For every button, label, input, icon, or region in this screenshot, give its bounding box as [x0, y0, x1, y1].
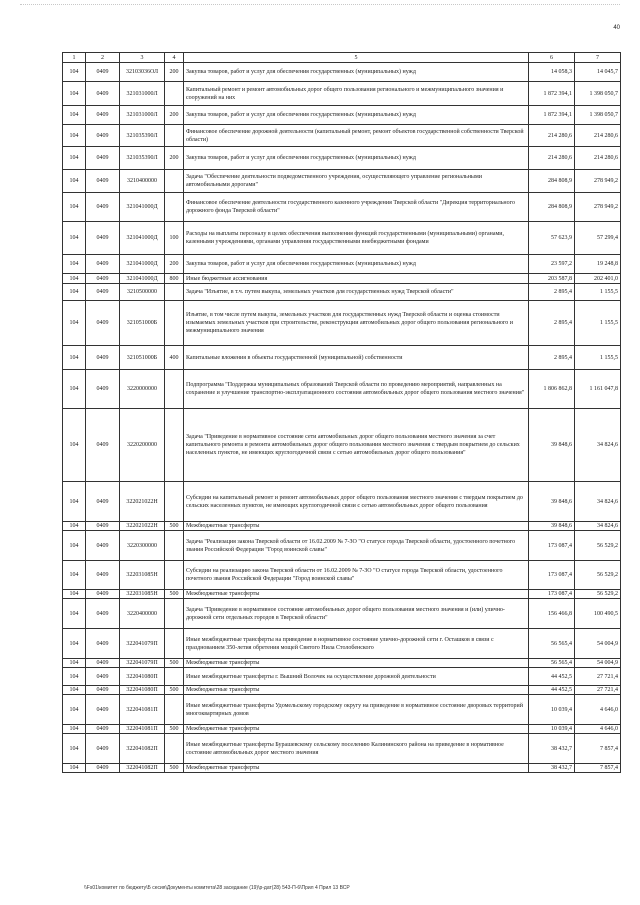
section-code-cell: 0409: [86, 561, 120, 590]
section-code-cell: 0409: [86, 764, 120, 773]
expense-type-cell: [165, 82, 184, 106]
header-cell: 4: [165, 53, 184, 63]
item-name-cell: Межбюджетные трансферты: [184, 590, 529, 599]
amount-year1-cell: 39 848,6: [529, 522, 575, 531]
admin-code-cell: 104: [63, 629, 86, 659]
table-row: [63, 82, 621, 106]
section-code-cell: 0409: [86, 193, 120, 222]
table-row: [63, 725, 621, 734]
target-article-cell: 322041081П: [120, 725, 165, 734]
target-article-cell: 321035390Л: [120, 147, 165, 170]
expense-type-cell: [165, 125, 184, 147]
target-article-cell: 3210500000: [120, 284, 165, 301]
amount-year2-cell: 57 299,4: [575, 222, 621, 255]
header-cell: 6: [529, 53, 575, 63]
table-row: [63, 147, 621, 170]
amount-year2-cell: 34 824,6: [575, 409, 621, 482]
amount-year2-cell: 56 529,2: [575, 531, 621, 561]
amount-year1-cell: 56 565,4: [529, 629, 575, 659]
item-name-cell: Иные межбюджетные трансферты Бурашевскому сельскому поселению Калининского района на приведение в нормативное состояние автомобильных дорог местного значения: [184, 734, 529, 764]
admin-code-cell: 104: [63, 659, 86, 668]
admin-code-cell: 104: [63, 106, 86, 125]
expense-type-cell: [165, 409, 184, 482]
target-article-cell: 322041081П: [120, 695, 165, 725]
target-article-cell: 321035390Л: [120, 125, 165, 147]
amount-year1-cell: 10 039,4: [529, 725, 575, 734]
item-name-cell: Задача "Реализация закона Тверской области от 16.02.2009 № 7-ЗО "О статусе города Тверской области, удостоенного почетного звания Российской Федерации "Город воинской славы": [184, 531, 529, 561]
item-name-cell: Закупка товаров, работ и услуг для обеспечения государственных (муниципальных) нужд: [184, 255, 529, 274]
amount-year1-cell: 173 087,4: [529, 531, 575, 561]
target-article-cell: 3210400000: [120, 170, 165, 193]
amount-year1-cell: 156 466,8: [529, 599, 575, 629]
amount-year1-cell: 1 872 394,1: [529, 106, 575, 125]
expense-type-cell: [165, 193, 184, 222]
item-name-cell: Субсидии на капитальный ремонт и ремонт автомобильных дорог общего пользования местного значения с твердым покрытием до сельских населенных пунктов, не имеющих круглогодичной связи с сетью автомобильных дорог общего пользования: [184, 482, 529, 522]
amount-year2-cell: 214 280,6: [575, 147, 621, 170]
admin-code-cell: 104: [63, 668, 86, 686]
section-code-cell: 0409: [86, 274, 120, 284]
table-row: [63, 125, 621, 147]
item-name-cell: Капитальный ремонт и ремонт автомобильных дорог общего пользования регионального и межмуниципального значения и сооружений на них: [184, 82, 529, 106]
expense-type-cell: [165, 561, 184, 590]
amount-year1-cell: 203 587,8: [529, 274, 575, 284]
admin-code-cell: 104: [63, 370, 86, 409]
header-cell: 7: [575, 53, 621, 63]
section-code-cell: 0409: [86, 125, 120, 147]
expense-type-cell: [165, 734, 184, 764]
section-code-cell: 0409: [86, 522, 120, 531]
amount-year1-cell: 57 623,9: [529, 222, 575, 255]
item-name-cell: Межбюджетные трансферты: [184, 764, 529, 773]
section-code-cell: 0409: [86, 346, 120, 370]
item-name-cell: Финансовое обеспечение деятельности государственного казенного учреждения Тверской области "Дирекция территориального дорожного фонда Тверской области": [184, 193, 529, 222]
file-path-footer: \\Fs01\комитет по бюджету\Б сесия\Документы комитета\28 заседание (19)\р-дат(28) 543-П-6\Прил 4 Прил 13 ВСР: [84, 885, 350, 891]
amount-year2-cell: 1 155,5: [575, 301, 621, 346]
expense-type-cell: 500: [165, 590, 184, 599]
admin-code-cell: 104: [63, 695, 86, 725]
amount-year1-cell: 38 432,7: [529, 764, 575, 773]
table-row: [63, 668, 621, 686]
section-code-cell: 0409: [86, 686, 120, 695]
section-code-cell: 0409: [86, 370, 120, 409]
item-name-cell: Межбюджетные трансферты: [184, 725, 529, 734]
target-article-cell: 322041080П: [120, 668, 165, 686]
table-row: [63, 301, 621, 346]
amount-year2-cell: 34 824,6: [575, 522, 621, 531]
table-row: [63, 274, 621, 284]
expense-type-cell: 200: [165, 106, 184, 125]
section-code-cell: 0409: [86, 659, 120, 668]
target-article-cell: 321041000Д: [120, 255, 165, 274]
admin-code-cell: 104: [63, 222, 86, 255]
table-row: [63, 686, 621, 695]
amount-year1-cell: 38 432,7: [529, 734, 575, 764]
scan-top-edge: [20, 4, 620, 5]
budget-table: [62, 52, 621, 773]
amount-year1-cell: 14 058,3: [529, 63, 575, 82]
amount-year2-cell: 278 949,2: [575, 170, 621, 193]
expense-type-cell: 200: [165, 255, 184, 274]
table-row: [63, 590, 621, 599]
target-article-cell: 3220300000: [120, 531, 165, 561]
admin-code-cell: 104: [63, 686, 86, 695]
expense-type-cell: [165, 170, 184, 193]
expense-type-cell: 100: [165, 222, 184, 255]
amount-year2-cell: 4 646,0: [575, 725, 621, 734]
admin-code-cell: 104: [63, 147, 86, 170]
admin-code-cell: 104: [63, 63, 86, 82]
table-row: [63, 106, 621, 125]
target-article-cell: 322041082П: [120, 734, 165, 764]
admin-code-cell: 104: [63, 125, 86, 147]
amount-year2-cell: 100 490,5: [575, 599, 621, 629]
amount-year2-cell: 7 857,4: [575, 764, 621, 773]
expense-type-cell: [165, 629, 184, 659]
section-code-cell: 0409: [86, 734, 120, 764]
table-body: [63, 63, 621, 773]
item-name-cell: Иные межбюджетные трансферты на приведение в нормативное состояние улично-дорожной сети г. Осташков в связи с празднованием 350-летия обретения мощей Святого Нила Столобенского: [184, 629, 529, 659]
section-code-cell: 0409: [86, 599, 120, 629]
table-row: [63, 193, 621, 222]
amount-year2-cell: 1 398 050,7: [575, 106, 621, 125]
amount-year1-cell: 2 895,4: [529, 284, 575, 301]
item-name-cell: Закупка товаров, работ и услуг для обеспечения государственных (муниципальных) нужд: [184, 147, 529, 170]
expense-type-cell: 500: [165, 659, 184, 668]
item-name-cell: Межбюджетные трансферты: [184, 522, 529, 531]
table-row: [63, 409, 621, 482]
target-article-cell: 322021022Н: [120, 482, 165, 522]
admin-code-cell: 104: [63, 274, 86, 284]
table-row: [63, 531, 621, 561]
expense-type-cell: [165, 531, 184, 561]
target-article-cell: 322041079П: [120, 659, 165, 668]
table-row: [63, 695, 621, 725]
admin-code-cell: 104: [63, 599, 86, 629]
table-row: [63, 346, 621, 370]
target-article-cell: 321031000Л: [120, 82, 165, 106]
amount-year1-cell: 284 808,9: [529, 193, 575, 222]
section-code-cell: 0409: [86, 695, 120, 725]
amount-year1-cell: 10 039,4: [529, 695, 575, 725]
header-cell: 1: [63, 53, 86, 63]
amount-year1-cell: 214 280,6: [529, 125, 575, 147]
amount-year2-cell: 7 857,4: [575, 734, 621, 764]
expense-type-cell: [165, 668, 184, 686]
item-name-cell: Задача "Изъятие, в т.ч. путем выкупа, земельных участков для государственных нужд Тверской области": [184, 284, 529, 301]
section-code-cell: 0409: [86, 482, 120, 522]
item-name-cell: Межбюджетные трансферты: [184, 659, 529, 668]
table-row: [63, 284, 621, 301]
table-row: [63, 255, 621, 274]
item-name-cell: Иные межбюджетные трансферты Удомельскому городскому округу на приведение в нормативное состояние дворовых территорий многоквартирных домов: [184, 695, 529, 725]
section-code-cell: 0409: [86, 409, 120, 482]
amount-year2-cell: 1 398 050,7: [575, 82, 621, 106]
target-article-cell: 322021022Н: [120, 522, 165, 531]
amount-year2-cell: 27 721,4: [575, 668, 621, 686]
target-article-cell: 321041000Д: [120, 193, 165, 222]
table-row: [63, 629, 621, 659]
admin-code-cell: 104: [63, 409, 86, 482]
section-code-cell: 0409: [86, 629, 120, 659]
admin-code-cell: 104: [63, 301, 86, 346]
expense-type-cell: 500: [165, 522, 184, 531]
expense-type-cell: [165, 301, 184, 346]
amount-year1-cell: 284 808,9: [529, 170, 575, 193]
target-article-cell: 321051000Б: [120, 301, 165, 346]
section-code-cell: 0409: [86, 106, 120, 125]
expense-type-cell: 400: [165, 346, 184, 370]
item-name-cell: Закупка товаров, работ и услуг для обеспечения государственных (муниципальных) нужд: [184, 106, 529, 125]
amount-year2-cell: 202 401,0: [575, 274, 621, 284]
target-article-cell: 3220000000: [120, 370, 165, 409]
amount-year1-cell: 2 895,4: [529, 346, 575, 370]
table-row: [63, 599, 621, 629]
item-name-cell: Межбюджетные трансферты: [184, 686, 529, 695]
item-name-cell: Изъятие, в том числе путем выкупа, земельных участков для государственных нужд Тверской области и оценка стоимости изымаемых земельных участков при строительстве, реконструкции автомобильных дорог общего пользования регионального и межмуниципального значения: [184, 301, 529, 346]
table-row: [63, 222, 621, 255]
amount-year1-cell: 2 895,4: [529, 301, 575, 346]
item-name-cell: Подпрограмма "Поддержка муниципальных образований Тверской области по проведению мероприятий, направленных на сохранение и улучшение транспортно-эксплуатационного состояния автомобильных дорог общего пользования местного значения": [184, 370, 529, 409]
section-code-cell: 0409: [86, 725, 120, 734]
header-cell: 5: [184, 53, 529, 63]
expense-type-cell: 200: [165, 63, 184, 82]
header-cell: 2: [86, 53, 120, 63]
item-name-cell: Задача "Приведение в нормативное состояние автомобильных дорог общего пользования местного значения и (или) улично-дорожной сети отдельных городов в Тверской области": [184, 599, 529, 629]
item-name-cell: Задача "Обеспечение деятельности подведомственного учреждения, осуществляющего управление региональными автомобильными дорогами": [184, 170, 529, 193]
amount-year1-cell: 1 872 394,1: [529, 82, 575, 106]
section-code-cell: 0409: [86, 301, 120, 346]
item-name-cell: Субсидии на реализацию закона Тверской области от 16.02.2009 № 7-ЗО "О статусе города Тверской области, удостоенного почетного звания Российской Федерации "Город воинской славы": [184, 561, 529, 590]
amount-year2-cell: 1 155,5: [575, 284, 621, 301]
expense-type-cell: [165, 482, 184, 522]
amount-year2-cell: 278 949,2: [575, 193, 621, 222]
admin-code-cell: 104: [63, 734, 86, 764]
amount-year2-cell: 27 721,4: [575, 686, 621, 695]
admin-code-cell: 104: [63, 346, 86, 370]
admin-code-cell: 104: [63, 170, 86, 193]
admin-code-cell: 104: [63, 522, 86, 531]
admin-code-cell: 104: [63, 590, 86, 599]
item-name-cell: Закупка товаров, работ и услуг для обеспечения государственных (муниципальных) нужд: [184, 63, 529, 82]
amount-year2-cell: 56 529,2: [575, 590, 621, 599]
admin-code-cell: 104: [63, 764, 86, 773]
amount-year1-cell: 173 087,4: [529, 561, 575, 590]
amount-year2-cell: 34 824,6: [575, 482, 621, 522]
admin-code-cell: 104: [63, 255, 86, 274]
amount-year2-cell: 1 161 047,8: [575, 370, 621, 409]
amount-year1-cell: 1 806 862,8: [529, 370, 575, 409]
expense-type-cell: 800: [165, 274, 184, 284]
amount-year2-cell: 4 646,0: [575, 695, 621, 725]
item-name-cell: Задача "Приведение в нормативное состояние сети автомобильных дорог общего пользования местного значения за счет капитального ремонта и ремонта автомобильных дорог общего пользования местного значения с твердым покрытием до сельских населенных пунктов, не имеющих круглогодичной связи с сетью автомобильных дорог общего пользования": [184, 409, 529, 482]
table-row: [63, 482, 621, 522]
target-article-cell: 321051000Б: [120, 346, 165, 370]
expense-type-cell: [165, 370, 184, 409]
table-row: [63, 764, 621, 773]
section-code-cell: 0409: [86, 255, 120, 274]
amount-year2-cell: 19 248,8: [575, 255, 621, 274]
expense-type-cell: [165, 284, 184, 301]
item-name-cell: Иные бюджетные ассигнования: [184, 274, 529, 284]
amount-year1-cell: 44 452,5: [529, 686, 575, 695]
table-row: [63, 522, 621, 531]
section-code-cell: 0409: [86, 222, 120, 255]
amount-year2-cell: 214 280,6: [575, 125, 621, 147]
table-row: [63, 370, 621, 409]
item-name-cell: Капитальные вложения в объекты государственной (муниципальной) собственности: [184, 346, 529, 370]
amount-year1-cell: 44 452,5: [529, 668, 575, 686]
section-code-cell: 0409: [86, 668, 120, 686]
expense-type-cell: 500: [165, 686, 184, 695]
section-code-cell: 0409: [86, 82, 120, 106]
item-name-cell: Расходы на выплаты персоналу в целях обеспечения выполнения функций государственными (муниципальными) органами, казенными учреждениями, органами управления государственными внебюджетными фондами: [184, 222, 529, 255]
header-cell: 3: [120, 53, 165, 63]
target-article-cell: 321031000Л: [120, 106, 165, 125]
table-row: [63, 170, 621, 193]
table-row: [63, 561, 621, 590]
admin-code-cell: 104: [63, 725, 86, 734]
target-article-cell: 32103036ОЛ: [120, 63, 165, 82]
section-code-cell: 0409: [86, 531, 120, 561]
expense-type-cell: 200: [165, 147, 184, 170]
target-article-cell: 322041080П: [120, 686, 165, 695]
expense-type-cell: 500: [165, 764, 184, 773]
target-article-cell: 322031085Н: [120, 590, 165, 599]
expense-type-cell: [165, 599, 184, 629]
amount-year1-cell: 23 597,2: [529, 255, 575, 274]
amount-year2-cell: 56 529,2: [575, 561, 621, 590]
amount-year1-cell: 39 848,6: [529, 482, 575, 522]
item-name-cell: Иные межбюджетные трансферты г. Вышний Волочек на осуществление дорожной деятельности: [184, 668, 529, 686]
target-article-cell: 322031085Н: [120, 561, 165, 590]
amount-year2-cell: 1 155,5: [575, 346, 621, 370]
amount-year1-cell: 56 565,4: [529, 659, 575, 668]
header-row: [63, 53, 621, 63]
target-article-cell: 321041000Д: [120, 274, 165, 284]
target-article-cell: 321041000Д: [120, 222, 165, 255]
amount-year1-cell: 39 848,6: [529, 409, 575, 482]
table-row: [63, 659, 621, 668]
admin-code-cell: 104: [63, 284, 86, 301]
item-name-cell: Финансовое обеспечение дорожной деятельности (капитальный ремонт, ремонт объектов государственной собственности Тверской области): [184, 125, 529, 147]
admin-code-cell: 104: [63, 561, 86, 590]
section-code-cell: 0409: [86, 63, 120, 82]
target-article-cell: 3220400000: [120, 599, 165, 629]
target-article-cell: 322041082П: [120, 764, 165, 773]
amount-year1-cell: 214 280,6: [529, 147, 575, 170]
section-code-cell: 0409: [86, 170, 120, 193]
section-code-cell: 0409: [86, 147, 120, 170]
amount-year2-cell: 54 004,9: [575, 629, 621, 659]
expense-type-cell: 500: [165, 725, 184, 734]
admin-code-cell: 104: [63, 482, 86, 522]
admin-code-cell: 104: [63, 531, 86, 561]
expense-type-cell: [165, 695, 184, 725]
amount-year1-cell: 173 087,4: [529, 590, 575, 599]
amount-year2-cell: 54 004,9: [575, 659, 621, 668]
page-number: 40: [613, 25, 620, 31]
amount-year2-cell: 14 045,7: [575, 63, 621, 82]
target-article-cell: 322041079П: [120, 629, 165, 659]
section-code-cell: 0409: [86, 284, 120, 301]
admin-code-cell: 104: [63, 193, 86, 222]
admin-code-cell: 104: [63, 82, 86, 106]
section-code-cell: 0409: [86, 590, 120, 599]
target-article-cell: 3220200000: [120, 409, 165, 482]
table-row: [63, 734, 621, 764]
table-row: [63, 63, 621, 82]
